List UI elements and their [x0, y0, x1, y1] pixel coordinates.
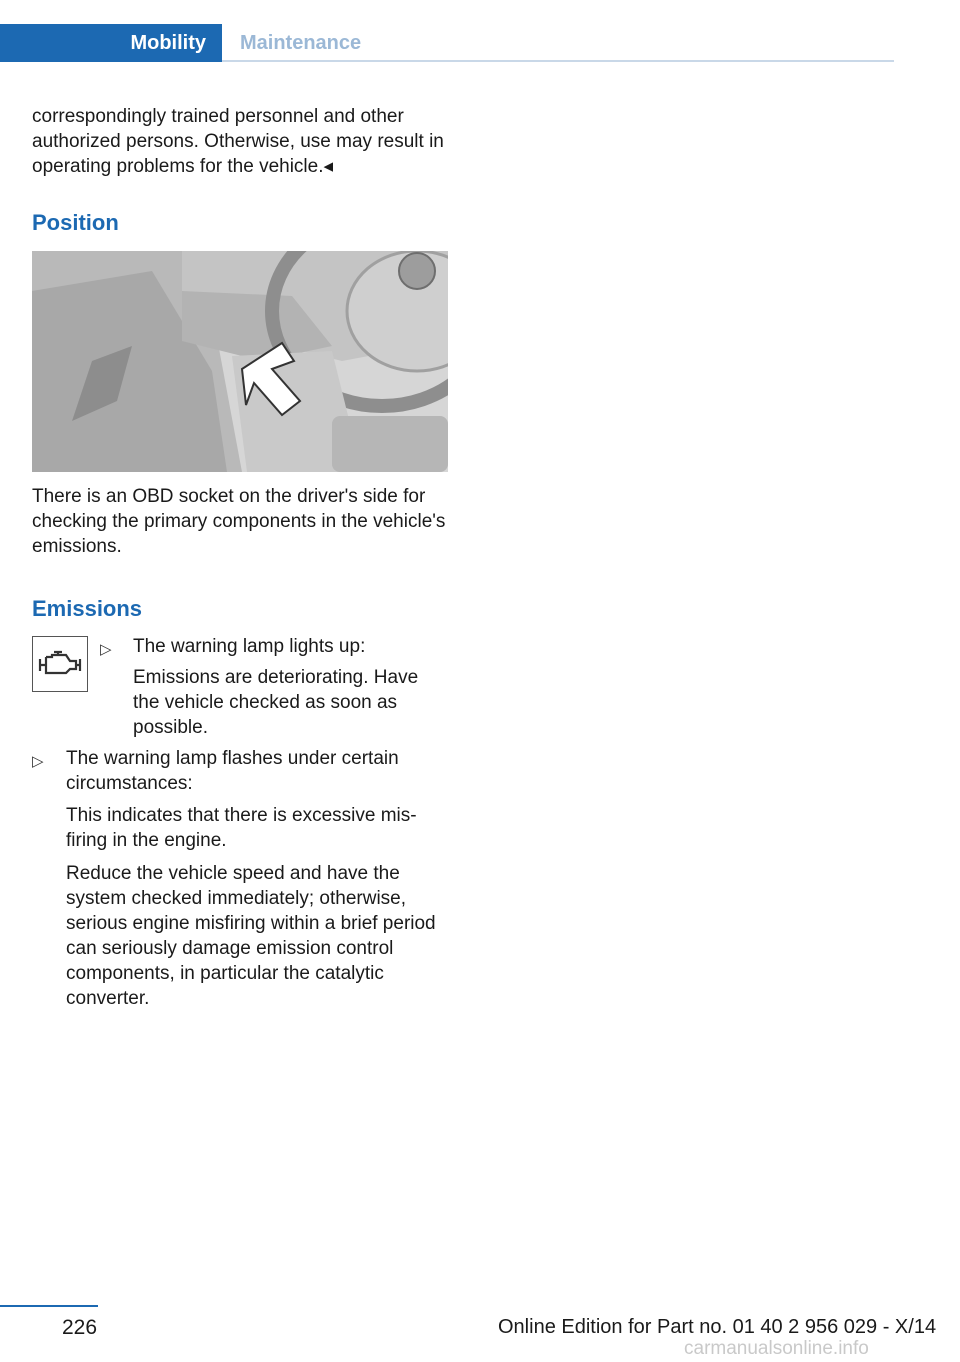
footer-divider	[0, 1305, 98, 1307]
emissions-item-2-body-1: This indicates that there is excessive misfiring in the engine.	[66, 805, 417, 851]
watermark: carmanualsonline.info	[684, 1338, 869, 1359]
emissions-item-2-title: The warning lamp flashes under certain circumstances:	[66, 748, 399, 794]
header-tab-mobility: Mobility	[0, 24, 222, 62]
triangle-right-icon: ▷	[32, 753, 44, 770]
engine-check-icon	[38, 649, 82, 679]
edition-text: Online Edition for Part no. 01 40 2 956 029 - X/14	[498, 1316, 937, 1338]
intro-paragraph: correspondingly trained personnel and other authorized persons. Otherwise, use may result in operating problems for the vehicle.◂	[32, 106, 444, 177]
position-heading: Position	[32, 210, 119, 235]
emissions-item-1-body: Emissions are deteriorating. Have the vehicle checked as soon as possible.	[133, 667, 419, 738]
triangle-right-icon: ▷	[100, 641, 112, 658]
emissions-heading: Emissions	[32, 596, 143, 621]
engine-check-lamp	[32, 636, 88, 692]
emissions-item-1-title: The warning lamp lights up:	[133, 636, 366, 657]
header-subsection-maintenance: Maintenance	[240, 31, 362, 54]
header-divider	[222, 60, 894, 62]
emissions-item-2-body-2: Reduce the vehicle speed and have the system checked immediately; otherwise, serious engine misfiring within a brief period can seriously damage emission control components, in particular the catalytic converter.	[66, 863, 436, 1009]
obd-socket-photo	[32, 251, 448, 472]
position-description: There is an OBD socket on the driver's side for checking the primary components in the vehicle's emissions.	[32, 486, 446, 557]
page-number: 226	[62, 1316, 98, 1339]
